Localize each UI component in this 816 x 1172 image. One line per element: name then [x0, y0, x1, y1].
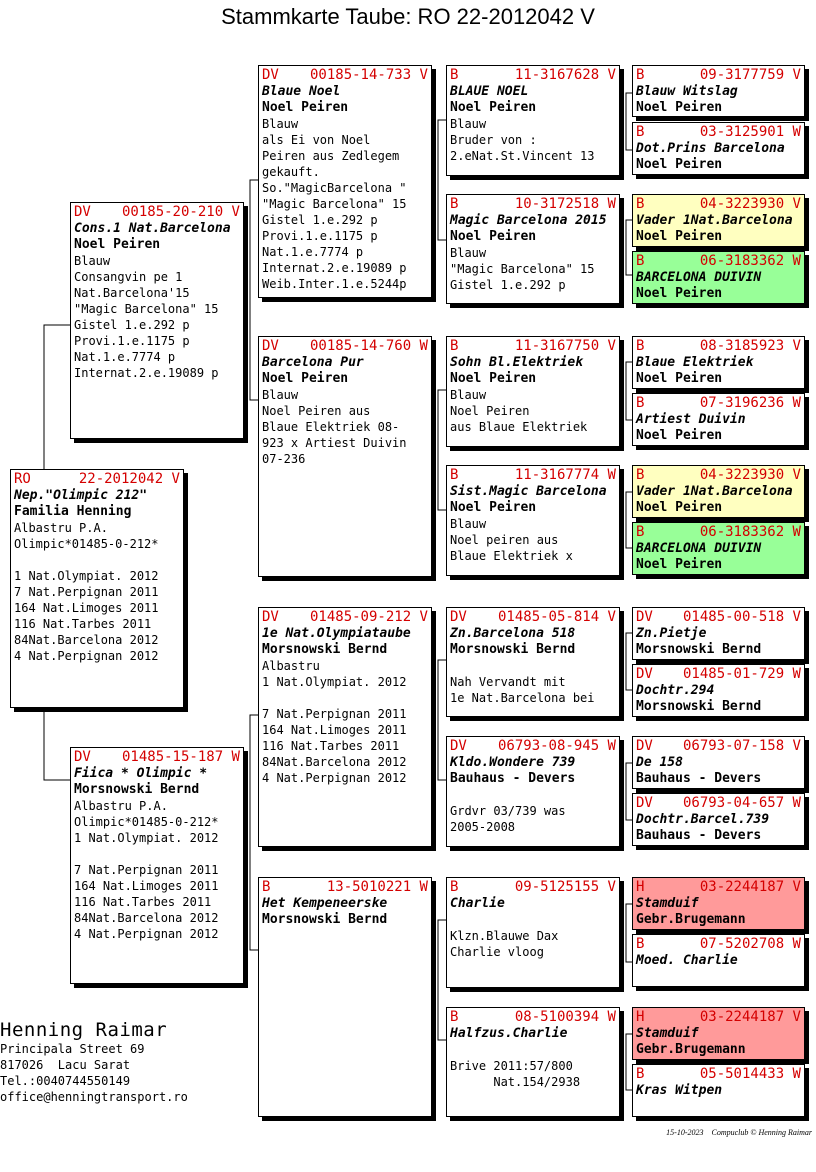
- pigeon-card-sss[interactable]: [446, 65, 620, 176]
- pigeon-name: Stamduif: [636, 1026, 699, 1041]
- card-details: Blauw als Ei von Noel Peiren aus Zedlegem gekauft. So."MagicBarcelona " "Magic Barcelona" 15 Gistel 1.e.292 p Provi.1.e.1175 p Nat.1.e.7774 p Internat.2.e.19089 p Weib.Inter.1.e.5244p: [262, 117, 407, 291]
- pigeon-name: Kras Witpen: [636, 1083, 723, 1098]
- ring-number: B 11-3167750 V: [450, 338, 616, 354]
- breeder-name: Morsnowski Bernd: [636, 642, 762, 657]
- breeder-name: Morsnowski Bernd: [262, 642, 388, 657]
- card-details: Blauw "Magic Barcelona" 15 Gistel 1.e.292 p: [450, 246, 595, 292]
- ring-number: B 11-3167774 W: [450, 467, 616, 483]
- ring-number: B 04-3223930 V: [636, 467, 801, 483]
- breeder-name: Bauhaus - Devers: [636, 771, 762, 786]
- pigeon-card-dds[interactable]: [446, 877, 620, 988]
- breeder-name: Noel Peiren: [636, 100, 723, 115]
- ring-number: B 05-5014433 W: [636, 1066, 801, 1082]
- card-details: Albastru P.A. Olimpic*01485-0-212* 1 Nat.Olympiat. 2012 7 Nat.Perpignan 2011 164 Nat.Limoges 2011 116 Nat.Tarbes 2011 84Nat.Barcelona 2012 4 Nat.Perpignan 2012: [14, 521, 159, 663]
- pigeon-name: Sist.Magic Barcelona: [450, 484, 607, 499]
- pigeon-name: Dochtr.Barcel.739: [636, 812, 770, 827]
- ring-number: H 03-2244187 V: [636, 1009, 801, 1025]
- breeder-name: Noel Peiren: [636, 500, 723, 515]
- ring-number: DV 00185-14-760 W: [262, 338, 428, 354]
- pigeon-card-g4-8[interactable]: [632, 522, 805, 575]
- ring-number: DV 01485-05-814 V: [450, 609, 616, 625]
- pigeon-name: BARCELONA DUIVIN: [636, 270, 762, 285]
- breeder-name: Noel Peiren: [636, 286, 723, 301]
- breeder-name: Gebr.Brugemann: [636, 912, 746, 927]
- breeder-name: Gebr.Brugemann: [636, 1042, 746, 1057]
- breeder-name: Morsnowski Bernd: [262, 912, 388, 927]
- ring-number: B 10-3172518 W: [450, 196, 616, 212]
- breeder-name: Bauhaus - Devers: [450, 771, 576, 786]
- pigeon-name: Stamduif: [636, 896, 699, 911]
- card-details: Nah Vervandt mit 1e Nat.Barcelona bei: [450, 675, 595, 705]
- breeder-name: Noel Peiren: [636, 428, 723, 443]
- pigeon-card-g4-9[interactable]: [632, 607, 805, 660]
- pigeon-card-g4-2[interactable]: [632, 122, 805, 175]
- pigeon-name: Magic Barcelona 2015: [450, 213, 607, 228]
- ring-number: B 07-5202708 W: [636, 936, 801, 952]
- ring-number: DV 01485-15-187 W: [74, 749, 240, 765]
- ring-number: RO 22-2012042 V: [14, 471, 180, 487]
- card-details: Blauw Bruder von : 2.eNat.St.Vincent 13: [450, 117, 595, 163]
- pigeon-name: BLAUE NOEL: [450, 84, 529, 99]
- pigeon-name: Nep."Olimpic 212": [14, 488, 148, 503]
- pigeon-card-dsd[interactable]: [446, 736, 620, 847]
- pigeon-card-sdd[interactable]: [446, 465, 620, 576]
- ring-number: B 13-5010221 W: [262, 879, 428, 895]
- card-details: Blauw Noel Peiren aus Blaue Elektriek 08- 923 x Artiest Duivin 07-236: [262, 388, 407, 466]
- pigeon-name: Artiest Duivin: [636, 412, 746, 427]
- breeder-name: Morsnowski Bernd: [636, 699, 762, 714]
- breeder-name: Noel Peiren: [450, 100, 537, 115]
- pigeon-name: Blaue Elektriek: [636, 355, 754, 370]
- pigeon-card-sire[interactable]: [70, 202, 244, 439]
- owner-address-block: [0, 1019, 188, 1105]
- breeder-name: Noel Peiren: [636, 371, 723, 386]
- pigeon-card-g4-1[interactable]: [632, 65, 805, 117]
- ring-number: DV 06793-07-158 V: [636, 738, 801, 754]
- ring-number: DV 00185-14-733 V: [262, 67, 428, 83]
- ring-number: B 08-3185923 V: [636, 338, 801, 354]
- owner-street: Principala Street 69: [0, 1042, 145, 1056]
- pigeon-card-sire-sire[interactable]: [258, 65, 432, 298]
- pigeon-card-dam[interactable]: [70, 747, 244, 984]
- owner-phone: Tel.:0040744550149: [0, 1074, 131, 1088]
- ring-number: DV 06793-04-657 W: [636, 795, 801, 811]
- card-details: Albastru P.A. Olimpic*01485-0-212* 1 Nat.Olympiat. 2012 7 Nat.Perpignan 2011 164 Nat.Limoges 2011 116 Nat.Tarbes 2011 84Nat.Barcelona 2012 4 Nat.Perpignan 2012: [74, 799, 219, 941]
- ring-number: DV 01485-01-729 W: [636, 666, 801, 682]
- card-details: Brive 2011:57/800 Nat.154/2938: [450, 1059, 581, 1089]
- card-details: Blauw Noel Peiren aus Blaue Elektriek: [450, 388, 588, 434]
- pigeon-name: Charlie: [450, 896, 505, 911]
- pigeon-name: Dochtr.294: [636, 683, 715, 698]
- breeder-name: Familia Henning: [14, 504, 132, 519]
- pigeon-name: Barcelona Pur: [262, 355, 364, 370]
- ring-number: B 08-5100394 W: [450, 1009, 616, 1025]
- breeder-name: Noel Peiren: [450, 371, 537, 386]
- pigeon-card-g4-4[interactable]: [632, 251, 805, 304]
- pigeon-name: De 158: [636, 755, 683, 770]
- card-details: Blauw Consangvin pe 1 Nat.Barcelona'15 "Magic Barcelona" 15 Gistel 1.e.292 p Provi.1.e.1175 p Nat.1.e.7774 p Internat.2.e.19089 p: [74, 254, 219, 380]
- ring-number: B 06-3183362 W: [636, 253, 801, 269]
- ring-number: B 03-3125901 W: [636, 124, 801, 140]
- card-details: Blauw Noel peiren aus Blaue Elektriek x: [450, 517, 573, 563]
- pigeon-card-dss[interactable]: [446, 607, 620, 717]
- pigeon-name: Dot.Prins Barcelona: [636, 141, 785, 156]
- pigeon-name: Vader 1Nat.Barcelona: [636, 213, 793, 228]
- pigeon-card-g4-14[interactable]: [632, 934, 805, 987]
- pigeon-card-dam-sire[interactable]: [258, 607, 432, 847]
- pigeon-name: Kldo.Wondere 739: [450, 755, 576, 770]
- breeder-name: Noel Peiren: [74, 237, 161, 252]
- owner-email[interactable]: office@henningtransport.ro: [0, 1090, 188, 1104]
- pigeon-card-g4-11[interactable]: [632, 736, 805, 789]
- pigeon-card-g4-6[interactable]: [632, 393, 805, 446]
- pigeon-name: Blaue Noel: [262, 84, 341, 99]
- pigeon-name: Zn.Pietje: [636, 626, 707, 641]
- ring-number: B 04-3223930 V: [636, 196, 801, 212]
- pigeon-name: Moed. Charlie: [636, 953, 738, 968]
- breeder-name: Noel Peiren: [262, 371, 349, 386]
- pigeon-name: Fiica * Olimpic *: [74, 766, 208, 781]
- pigeon-card-g4-12[interactable]: [632, 793, 805, 846]
- footer-credit: 15-10-2023 Compuclub © Henning Raimar: [666, 1128, 812, 1137]
- ring-number: B 11-3167628 V: [450, 67, 616, 83]
- pigeon-card-subject[interactable]: [10, 469, 184, 708]
- pigeon-card-g4-13[interactable]: [632, 877, 805, 930]
- breeder-name: Bauhaus - Devers: [636, 828, 762, 843]
- breeder-name: Noel Peiren: [636, 157, 723, 172]
- ring-number: DV 06793-08-945 W: [450, 738, 616, 754]
- pigeon-card-g4-7[interactable]: [632, 465, 805, 518]
- pigeon-card-g4-16[interactable]: [632, 1064, 805, 1117]
- pigeon-name: 1e Nat.Olympiataube: [262, 626, 411, 641]
- pigeon-card-sire-dam[interactable]: [258, 336, 432, 577]
- breeder-name: Noel Peiren: [450, 229, 537, 244]
- pigeon-card-g4-10[interactable]: [632, 664, 805, 717]
- card-details: Grdvr 03/739 was 2005-2008: [450, 804, 566, 834]
- ring-number: B 09-3177759 V: [636, 67, 801, 83]
- page-title: Stammkarte Taube: RO 22-2012042 V: [221, 4, 595, 29]
- card-details: Klzn.Blauwe Dax Charlie vloog: [450, 929, 559, 959]
- ring-number: DV 00185-20-210 V: [74, 204, 240, 220]
- pigeon-card-sds[interactable]: [446, 336, 620, 447]
- ring-number: DV 01485-09-212 V: [262, 609, 428, 625]
- breeder-name: Noel Peiren: [262, 100, 349, 115]
- ring-number: B 09-5125155 V: [450, 879, 616, 895]
- pigeon-name: Cons.1 Nat.Barcelona: [74, 221, 231, 236]
- breeder-name: Morsnowski Bernd: [450, 642, 576, 657]
- ring-number: DV 01485-00-518 V: [636, 609, 801, 625]
- pigeon-card-g4-5[interactable]: [632, 336, 805, 389]
- pigeon-name: BARCELONA DUIVIN: [636, 541, 762, 556]
- owner-name: Henning Raimar: [0, 1019, 168, 1041]
- card-details: Albastru 1 Nat.Olympiat. 2012 7 Nat.Perpignan 2011 164 Nat.Limoges 2011 116 Nat.Tarbes 2011 84Nat.Barcelona 2012 4 Nat.Perpignan 2012: [262, 659, 407, 785]
- pigeon-card-g4-3[interactable]: [632, 194, 805, 247]
- pigeon-name: Blauw Witslag: [636, 84, 738, 99]
- breeder-name: Noel Peiren: [636, 557, 723, 572]
- pigeon-card-dam-dam[interactable]: [258, 877, 432, 1117]
- breeder-name: Morsnowski Bernd: [74, 782, 200, 797]
- owner-city: 817026 Lacu Sarat: [0, 1058, 131, 1072]
- pigeon-name: Zn.Barcelona 518: [450, 626, 576, 641]
- ring-number: B 06-3183362 W: [636, 524, 801, 540]
- ring-number: H 03-2244187 V: [636, 879, 801, 895]
- breeder-name: Noel Peiren: [636, 229, 723, 244]
- pigeon-card-ddd[interactable]: [446, 1007, 620, 1117]
- pigeon-name: Sohn Bl.Elektriek: [450, 355, 584, 370]
- pigeon-card-ssd[interactable]: [446, 194, 620, 304]
- pigeon-card-g4-15[interactable]: [632, 1007, 805, 1060]
- pigeon-name: Vader 1Nat.Barcelona: [636, 484, 793, 499]
- pigeon-name: Het Kempeneerske: [262, 896, 388, 911]
- breeder-name: Noel Peiren: [450, 500, 537, 515]
- ring-number: B 07-3196236 W: [636, 395, 801, 411]
- pigeon-name: Halfzus.Charlie: [450, 1026, 568, 1041]
